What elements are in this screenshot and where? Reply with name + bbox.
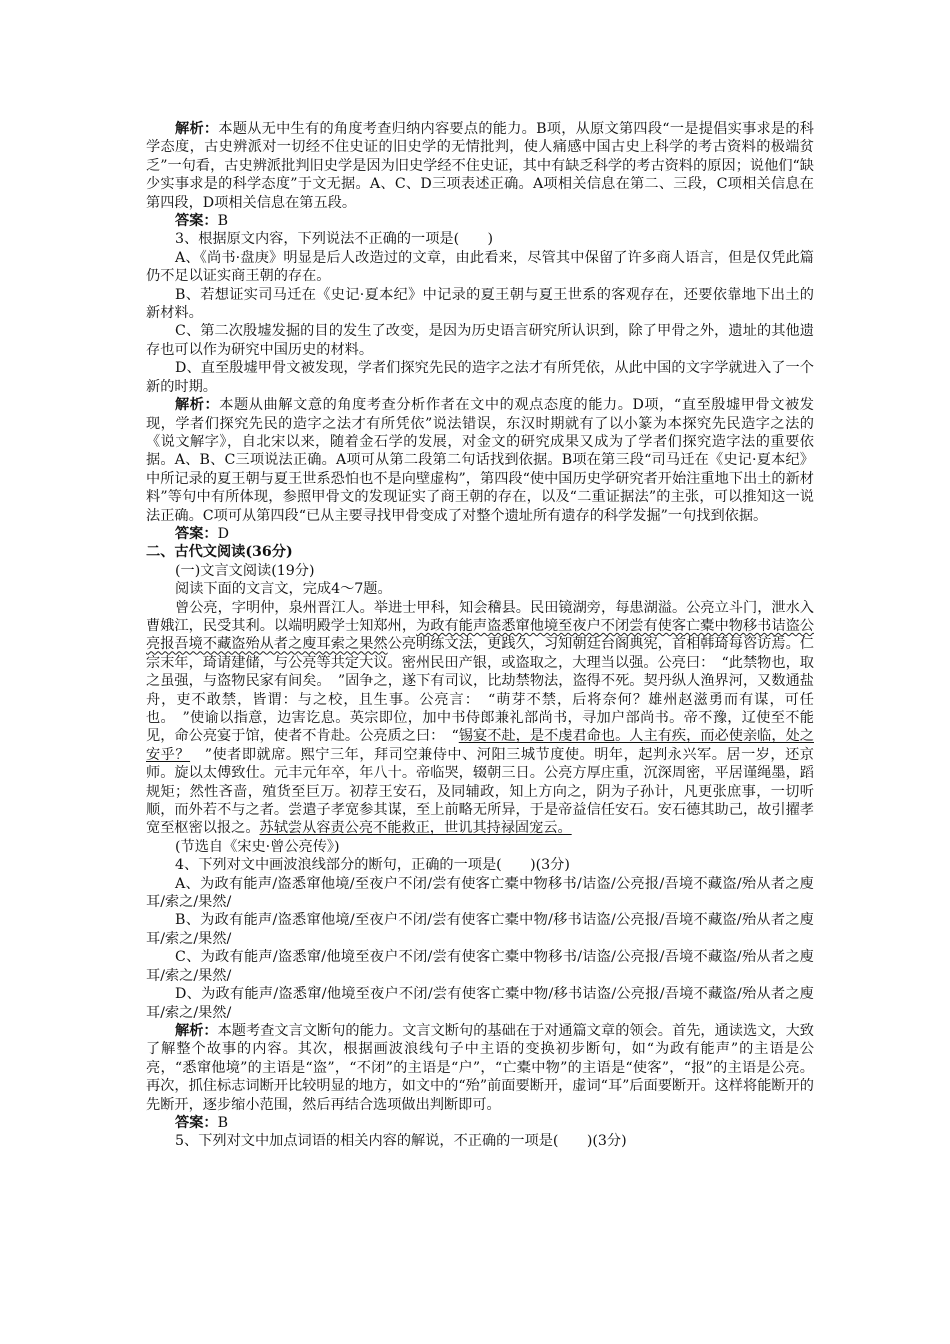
q5-stem: 5、下列对文中加点词语的相关内容的解说，不正确的一项是( )(3分) — [175, 1133, 627, 1150]
q4-stem: 4、下列对文中画波浪线部分的断句，正确的一项是( )(3分) — [175, 857, 570, 874]
q3-option-a: A、《尚书·盘庚》明显是后人改造过的文章，由此看来，尽管其中保留了许多商人语言，但是仅凭此篇仍不足以证实商王朝的存在。 — [146, 249, 814, 285]
answer-label: 答案： — [175, 1114, 218, 1131]
answer-value: B — [217, 213, 229, 230]
q4-option-d: D、为政有能声/盗悉窜/他境至夜户不闭/尝有使客亡橐中物/移书诘盗/公亮报/吾境不藏盗/殆从者之廋耳/索之/果然/ — [146, 986, 814, 1021]
section-instruction: 阅读下面的文言文，完成4～7题。 — [175, 581, 392, 598]
passage-part-3: ”使者即就席。熙宁三年，拜司空兼侍中、河阳三城节度使。明年，起判永兴军。居一岁，还京师。旋以太傅致仕。元丰元年卒，年八十。帝临哭，辍朝三日。公亮方厚庄重，沉深周密，平居谨绳墨，蹈规矩；然性吝啬，殖货至巨万。初荐王安石，及同辅政，知上方向之，阴为子孙计，凡更张庶事，一切听顺，而外若不与之者。尝遣子孝宽参其谋，至上前略无所异，于是帝益信任安石。安石德其助己，故引擢孝宽至枢密以报之。 — [146, 746, 814, 837]
q4-option-b: B、为政有能声/盗悉窜他境/至夜户不闭/尝有使客亡橐中物/移书诘盗/公亮报/吾境不藏盗/殆从者之廋耳/索之/果然/ — [146, 912, 814, 947]
answer-label: 答案： — [175, 213, 218, 230]
q4-answer — [146, 1114, 814, 1132]
analysis-text: 本题从无中生有的角度考查归纳内容要点的能力。B项，从原文第四段“一是提倡实事求是的科学态度，古史辨派对一切经不住史证的旧史学的无情批判，使人痛感中国古史上科学的考古资料的极端贫乏”一句看，古史辨派批判旧史学是因为旧史学经不住史证，其中有缺乏科学的考古资料的原因；说他们“缺少实事求是的科学态度”于文无据。A、C、D三项表述正确。A项相关信息在第二、三段，C项相关信息在第四段，D项相关信息在第五段。 — [146, 121, 814, 211]
wavy-underlined-sentence: 为政有能声盗悉窜他境至夜户不闭尝有使客亡橐中物移书诘盗公亮报吾境不藏盗殆从者之廋耳索之果然 — [146, 617, 814, 653]
answer-value: D — [217, 525, 229, 542]
answer-value: B — [217, 1114, 229, 1131]
q2-analysis — [146, 120, 814, 212]
document-page — [146, 120, 814, 1151]
q3-analysis — [146, 396, 814, 525]
underlined-sentence-1: 锡宴不赴，是不虔君命也。人主有疾，而必使亲临，处之安乎？ — [146, 728, 814, 763]
passage-part-2: 公亮明练文法，更践久，习知朝廷台阁典宪，首相韩琦每咨访焉。仁宗末年，琦请建储，与公亮等共定大议。密州民田产银，或盗取之，大理当以强。公亮曰： “此禁物也，取之虽强，与盗物民家有间矣。 ”固争之，遂下有司议，比劫禁物法，盗得不死。契丹纵人渔界河，又数通盐舟，吏不敢禁，皆谓：与之校，且生事。公亮言： “萌芽不禁，后将奈何？雄州赵滋勇而有谋，可任也。 ”使谕以指意，边害讫息。英宗即位，加中书侍郎兼礼部尚书，寻加户部尚书。帝不豫，辽使至不能见，命公亮宴于馆，使者不肯赴。公亮质之曰： “ — [146, 636, 814, 745]
q3-stem: 3、根据原文内容，下列说法不正确的一项是( ) — [175, 231, 494, 248]
q4-option-a: A、为政有能声/盗悉窜他境/至夜户不闭/尝有使客亡橐中物移书/诘盗/公亮报/吾境不藏盗/殆从者之廋耳/索之/果然/ — [146, 875, 814, 911]
answer-label: 答案： — [175, 525, 218, 542]
q2-answer — [146, 212, 814, 230]
underlined-sentence-2: 苏轼尝从容责公亮不能救正，世讥其持禄固宠云。 — [259, 820, 572, 837]
section-title: 二、古代文阅读(36分) — [146, 544, 293, 561]
passage-part-1: 曾公亮，字明仲，泉州晋江人。举进士甲科，知会稽县。民田镜湖旁，每患湖溢。公亮立斗门，泄水入曹娥江，民受其利。以端明殿学士知郑州， — [146, 599, 814, 634]
analysis-label: 解析： — [175, 397, 220, 414]
q4-option-c: C、为政有能声/盗悉窜/他境至夜户不闭/尝有使客亡橐中物移书/诘盗/公亮报/吾境不藏盗/殆从者之廋耳/索之/果然/ — [146, 949, 814, 984]
passage-source: (节选自《宋史·曾公亮传》) — [175, 838, 340, 855]
q3-answer — [146, 525, 814, 543]
analysis-text: 本题考查文言文断句的能力。文言文断句的基础在于对通篇文章的领会。首先，通读选文，大致了解整个故事的内容。其次，根据画波浪线句子中主语的变换初步断句，如“为政有能声”的主语是公亮，“悉窜他境”的主语是“盗”，“不闭”的主语是“户”，“亡橐中物”的主语是“使客”，“报”的主语是公亮。再次，抓住标志词断开比较明显的地方，如文中的“殆”前面要断开，虚词“耳”后面要断开。这样将能断开的先断开，逐步缩小范围，然后再结合选项做出判断即可。 — [146, 1022, 814, 1113]
q3-option-b: B、若想证实司马迁在《史记·夏本纪》中记录的夏王朝与夏王世系的客观存在，还要依靠地下出土的新材料。 — [146, 286, 814, 322]
analysis-text: 本题从曲解文意的角度考查分析作者在文中的观点态度的能力。D项，“直至殷墟甲骨文被发现，学者们探究先民的造字之法才有所凭依”说法错误，东汉时期就有了以小篆为本探究先民造字之法的《说文解字》，自北宋以来，随着金石学的发展，对金文的研究成果又成为了学者们探究造字法的重要依据。A、B、C三项说法正确。A项可从第二段第二句话找到依据。B项在第三段“司马迁在《史记·夏本纪》中所记录的夏王朝与夏王世系恐怕也不是向壁虚构”，第四段“使中国历史学研究者开始注重地下出土的新材料”等句中有所体现，参照甲骨文的发现证实了商王朝的存在，以及“二重证据法”的主张，可以推知这一说法正确。C项可从第四段“已从主要寻找甲骨变成了对整个遗址所有遗存的科学发掘”一句找到依据。 — [146, 397, 814, 524]
q4-analysis — [146, 1022, 814, 1114]
analysis-label: 解析： — [175, 121, 219, 137]
analysis-label: 解析： — [175, 1022, 218, 1039]
q3-option-c: C、第二次殷墟发掘的目的发生了改变，是因为历史语言研究所认识到，除了甲骨之外，遗址的其他遗存也可以作为研究中国历史的材料。 — [146, 323, 814, 358]
q3-option-d: D、直至殷墟甲骨文被发现，学者们探究先民的造字之法才有所凭依，从此中国的文字学就进入了一个新的时期。 — [146, 360, 814, 395]
section-subtitle: (一)文言文阅读(19分) — [175, 562, 315, 579]
passage-text — [146, 599, 814, 838]
